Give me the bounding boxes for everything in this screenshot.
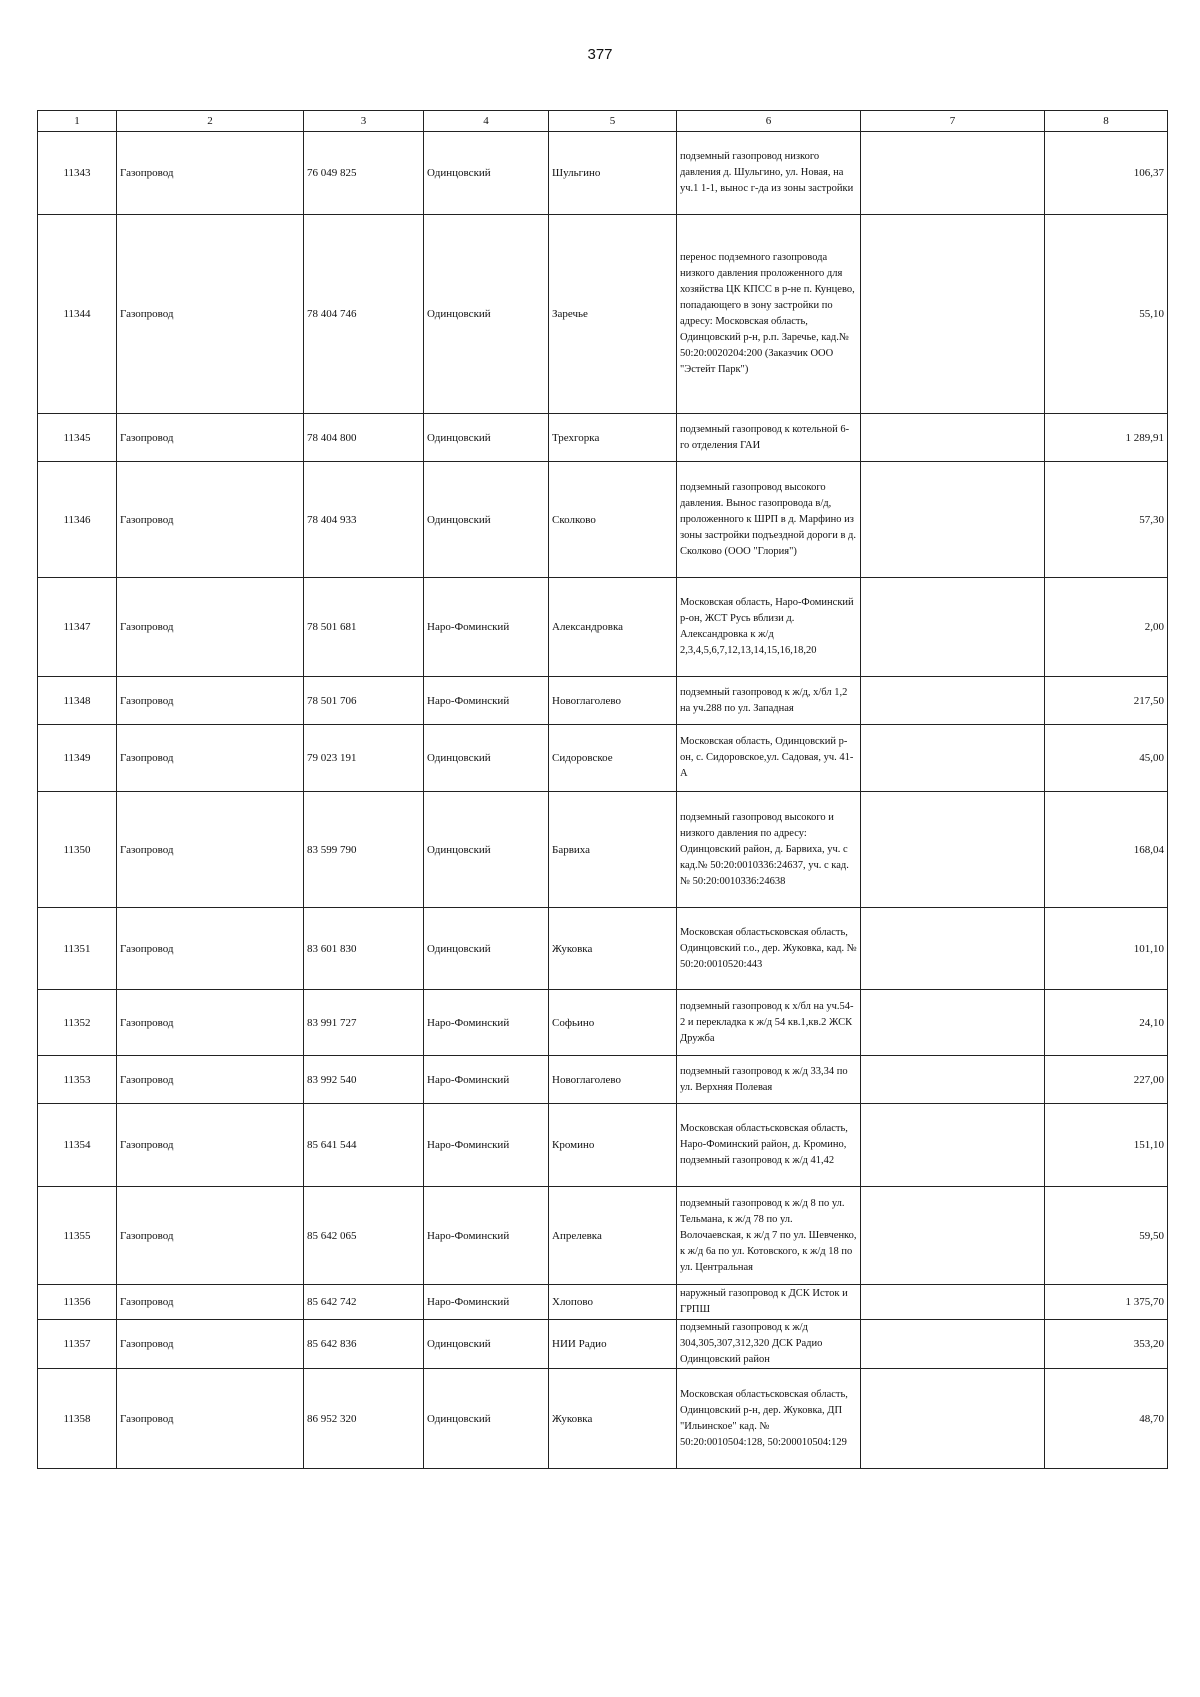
description-cell: подземный газопровод к ж/д 8 по ул. Тельмана, к ж/д 78 по ул. Волочаевская, к ж/д 7 по ул. Шевченко, к ж/д 6а по ул. Котовского, к ж/д 18 по ул. Центральная xyxy=(677,1187,861,1285)
row-number-cell: 11354 xyxy=(38,1104,117,1187)
row-number-cell: 11346 xyxy=(38,462,117,578)
value-cell: 106,37 xyxy=(1045,132,1168,215)
object-type-cell: Газопровод xyxy=(117,1104,304,1187)
object-code-cell: 78 501 681 xyxy=(304,578,424,677)
column-header: 5 xyxy=(549,111,677,132)
description-cell: Московская областьсковская область, Одинцовский г.о., дер. Жуковка, кад. № 50:20:0010520:443 xyxy=(677,908,861,990)
locality-cell: Новоглаголево xyxy=(549,677,677,725)
object-type-cell: Газопровод xyxy=(117,1285,304,1320)
district-cell: Наро-Фоминский xyxy=(424,1104,549,1187)
district-cell: Одинцовский xyxy=(424,1320,549,1369)
column-header: 8 xyxy=(1045,111,1168,132)
note-cell xyxy=(861,908,1045,990)
table-row xyxy=(38,677,1168,725)
locality-cell: Заречье xyxy=(549,215,677,414)
district-cell: Одинцовский xyxy=(424,215,549,414)
row-number-cell: 11343 xyxy=(38,132,117,215)
table-row xyxy=(38,1056,1168,1104)
note-cell xyxy=(861,1369,1045,1469)
object-code-cell: 85 642 065 xyxy=(304,1187,424,1285)
register-table xyxy=(37,110,1168,1469)
object-code-cell: 83 992 540 xyxy=(304,1056,424,1104)
district-cell: Наро-Фоминский xyxy=(424,1056,549,1104)
district-cell: Одинцовский xyxy=(424,792,549,908)
description-cell: подземный газопровод к котельной 6-го отделения ГАИ xyxy=(677,414,861,462)
column-header: 2 xyxy=(117,111,304,132)
table-row xyxy=(38,578,1168,677)
column-header: 3 xyxy=(304,111,424,132)
object-code-cell: 83 601 830 xyxy=(304,908,424,990)
locality-cell: Барвиха xyxy=(549,792,677,908)
object-code-cell: 83 991 727 xyxy=(304,990,424,1056)
value-cell: 101,10 xyxy=(1045,908,1168,990)
object-type-cell: Газопровод xyxy=(117,908,304,990)
object-code-cell: 85 641 544 xyxy=(304,1104,424,1187)
table-row xyxy=(38,990,1168,1056)
description-cell: Московская область, Наро-Фоминский р-он, ЖСТ Русь вблизи д. Александровка к ж/д 2,3,4,5,6,7,12,13,14,15,16,18,20 xyxy=(677,578,861,677)
district-cell: Одинцовский xyxy=(424,725,549,792)
value-cell: 48,70 xyxy=(1045,1369,1168,1469)
description-cell: подземный газопровод высокого давления. Вынос газопровода в/д, проложенного к ШРП в д. Марфино из зоны застройки подъездной дороги в д. Сколково (ООО "Глория") xyxy=(677,462,861,578)
district-cell: Наро-Фоминский xyxy=(424,1187,549,1285)
object-type-cell: Газопровод xyxy=(117,792,304,908)
note-cell xyxy=(861,677,1045,725)
value-cell: 1 375,70 xyxy=(1045,1285,1168,1320)
note-cell xyxy=(861,1285,1045,1320)
description-cell: подземный газопровод к ж/д, х/бл 1,2 на уч.288 по ул. Западная xyxy=(677,677,861,725)
object-code-cell: 85 642 742 xyxy=(304,1285,424,1320)
district-cell: Одинцовский xyxy=(424,908,549,990)
description-cell: подземный газопровод к ж/д 304,305,307,312,320 ДСК Радио Одинцовский район xyxy=(677,1320,861,1369)
object-code-cell: 76 049 825 xyxy=(304,132,424,215)
table-row xyxy=(38,725,1168,792)
locality-cell: Сидоровское xyxy=(549,725,677,792)
description-cell: Московская областьсковская область, Наро-Фоминский район, д. Кромино, подземный газопровод к ж/д 41,42 xyxy=(677,1104,861,1187)
object-type-cell: Газопровод xyxy=(117,578,304,677)
locality-cell: Сколково xyxy=(549,462,677,578)
table-row xyxy=(38,1285,1168,1320)
value-cell: 353,20 xyxy=(1045,1320,1168,1369)
district-cell: Наро-Фоминский xyxy=(424,677,549,725)
value-cell: 55,10 xyxy=(1045,215,1168,414)
district-cell: Одинцовский xyxy=(424,414,549,462)
object-type-cell: Газопровод xyxy=(117,414,304,462)
locality-cell: Шульгино xyxy=(549,132,677,215)
page-number: 377 xyxy=(587,46,613,63)
object-type-cell: Газопровод xyxy=(117,215,304,414)
row-number-cell: 11352 xyxy=(38,990,117,1056)
table-row xyxy=(38,1187,1168,1285)
object-type-cell: Газопровод xyxy=(117,677,304,725)
note-cell xyxy=(861,462,1045,578)
value-cell: 24,10 xyxy=(1045,990,1168,1056)
object-code-cell: 78 404 746 xyxy=(304,215,424,414)
header-row xyxy=(38,111,1168,132)
object-code-cell: 85 642 836 xyxy=(304,1320,424,1369)
locality-cell: Апрелевка xyxy=(549,1187,677,1285)
note-cell xyxy=(861,792,1045,908)
object-type-cell: Газопровод xyxy=(117,1320,304,1369)
locality-cell: НИИ Радио xyxy=(549,1320,677,1369)
note-cell xyxy=(861,1104,1045,1187)
table-row xyxy=(38,908,1168,990)
locality-cell: Новоглаголево xyxy=(549,1056,677,1104)
object-type-cell: Газопровод xyxy=(117,1369,304,1469)
value-cell: 227,00 xyxy=(1045,1056,1168,1104)
row-number-cell: 11345 xyxy=(38,414,117,462)
object-code-cell: 86 952 320 xyxy=(304,1369,424,1469)
note-cell xyxy=(861,578,1045,677)
value-cell: 57,30 xyxy=(1045,462,1168,578)
note-cell xyxy=(861,1056,1045,1104)
object-type-cell: Газопровод xyxy=(117,1187,304,1285)
locality-cell: Хлопово xyxy=(549,1285,677,1320)
value-cell: 2,00 xyxy=(1045,578,1168,677)
description-cell: подземный газопровод к х/бл на уч.54-2 и перекладка к ж/д 54 кв.1,кв.2 ЖСК Дружба xyxy=(677,990,861,1056)
object-type-cell: Газопровод xyxy=(117,462,304,578)
object-type-cell: Газопровод xyxy=(117,725,304,792)
value-cell: 151,10 xyxy=(1045,1104,1168,1187)
description-cell: наружный газопровод к ДСК Исток и ГРПШ xyxy=(677,1285,861,1320)
district-cell: Одинцовский xyxy=(424,462,549,578)
district-cell: Наро-Фоминский xyxy=(424,990,549,1056)
district-cell: Одинцовский xyxy=(424,132,549,215)
object-type-cell: Газопровод xyxy=(117,132,304,215)
row-number-cell: 11358 xyxy=(38,1369,117,1469)
column-header: 1 xyxy=(38,111,117,132)
table-row xyxy=(38,215,1168,414)
object-code-cell: 79 023 191 xyxy=(304,725,424,792)
object-code-cell: 78 404 933 xyxy=(304,462,424,578)
object-code-cell: 83 599 790 xyxy=(304,792,424,908)
row-number-cell: 11349 xyxy=(38,725,117,792)
row-number-cell: 11347 xyxy=(38,578,117,677)
column-header: 4 xyxy=(424,111,549,132)
locality-cell: Софьино xyxy=(549,990,677,1056)
description-cell: перенос подземного газопровода низкого давления проложенного для хозяйства ЦК КПСС в р-не п. Кунцево, попадающего в зону застройки по адресу: Московская область, Одинцовский р-н, р.п. Заречье, кад.№ 50:20:0020204:200 (Заказчик ООО "Эстейт Парк") xyxy=(677,215,861,414)
value-cell: 168,04 xyxy=(1045,792,1168,908)
description-cell: Московская область, Одинцовский р-он, с. Сидоровское,ул. Садовая, уч. 41-А xyxy=(677,725,861,792)
locality-cell: Александровка xyxy=(549,578,677,677)
district-cell: Наро-Фоминский xyxy=(424,578,549,677)
table-row xyxy=(38,414,1168,462)
value-cell: 45,00 xyxy=(1045,725,1168,792)
value-cell: 1 289,91 xyxy=(1045,414,1168,462)
table-row xyxy=(38,1320,1168,1369)
locality-cell: Жуковка xyxy=(549,908,677,990)
row-number-cell: 11350 xyxy=(38,792,117,908)
table-row xyxy=(38,1369,1168,1469)
locality-cell: Кромино xyxy=(549,1104,677,1187)
object-code-cell: 78 501 706 xyxy=(304,677,424,725)
district-cell: Наро-Фоминский xyxy=(424,1285,549,1320)
description-cell: подземный газопровод к ж/д 33,34 по ул. Верхняя Полевая xyxy=(677,1056,861,1104)
object-type-cell: Газопровод xyxy=(117,1056,304,1104)
table-row xyxy=(38,132,1168,215)
note-cell xyxy=(861,725,1045,792)
note-cell xyxy=(861,1320,1045,1369)
description-cell: Московская областьсковская область, Одинцовский р-н, дер. Жуковка, ДП "Ильинское" кад. № 50:20:0010504:128, 50:200010504:129 xyxy=(677,1369,861,1469)
column-header: 7 xyxy=(861,111,1045,132)
table-row xyxy=(38,792,1168,908)
district-cell: Одинцовский xyxy=(424,1369,549,1469)
locality-cell: Жуковка xyxy=(549,1369,677,1469)
column-header: 6 xyxy=(677,111,861,132)
row-number-cell: 11344 xyxy=(38,215,117,414)
description-cell: подземный газопровод высокого и низкого давления по адресу: Одинцовский район, д. Барвиха, уч. с кад.№ 50:20:0010336:24637, уч. с кад.№ 50:20:0010336:24638 xyxy=(677,792,861,908)
description-cell: подземный газопровод низкого давления д. Шульгино, ул. Новая, на уч.1 1-1, вынос г-да из зоны застройки xyxy=(677,132,861,215)
value-cell: 59,50 xyxy=(1045,1187,1168,1285)
row-number-cell: 11356 xyxy=(38,1285,117,1320)
object-code-cell: 78 404 800 xyxy=(304,414,424,462)
locality-cell: Трехгорка xyxy=(549,414,677,462)
row-number-cell: 11355 xyxy=(38,1187,117,1285)
table-row xyxy=(38,1104,1168,1187)
row-number-cell: 11353 xyxy=(38,1056,117,1104)
object-type-cell: Газопровод xyxy=(117,990,304,1056)
note-cell xyxy=(861,215,1045,414)
note-cell xyxy=(861,990,1045,1056)
row-number-cell: 11348 xyxy=(38,677,117,725)
table-row xyxy=(38,462,1168,578)
note-cell xyxy=(861,1187,1045,1285)
row-number-cell: 11357 xyxy=(38,1320,117,1369)
row-number-cell: 11351 xyxy=(38,908,117,990)
note-cell xyxy=(861,132,1045,215)
value-cell: 217,50 xyxy=(1045,677,1168,725)
note-cell xyxy=(861,414,1045,462)
